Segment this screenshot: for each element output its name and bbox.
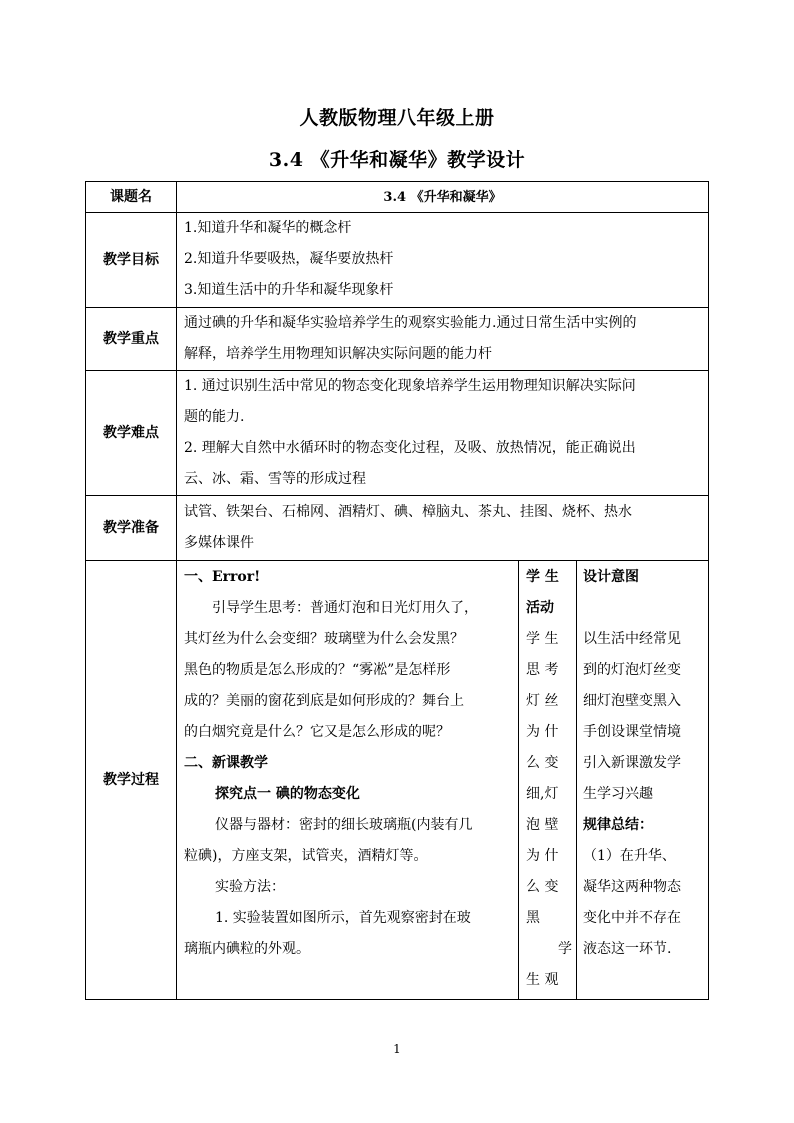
method-label: 实验方法： (215, 879, 285, 895)
intro-line: 其灯丝为什么会变细？玻璃壁为什么会发黑？ (184, 631, 464, 647)
student-activity-column (519, 561, 576, 999)
student-line: 为 什 (526, 848, 559, 864)
goal-item: 3.知道生活中的升华和凝华现象杆 (184, 282, 394, 298)
process-label: 教学过程 (103, 771, 159, 788)
goal-item: 2.知道升华要吸热，凝华要放热杆 (184, 251, 394, 267)
goal-item: 1.知道升华和凝华的概念杆 (184, 220, 352, 236)
student-line: 思 考 (526, 662, 559, 678)
key-line: 解释，培养学生用物理知识解决实际问题的能力杆 (184, 346, 492, 362)
intro-line: 黑色的物质是怎么形成的？“雾凇”是怎样形 (184, 662, 451, 678)
student-header: 学 生 (526, 569, 559, 585)
summary-line: 凝华这两种物态 (583, 879, 681, 895)
student-header: 活动 (526, 600, 554, 616)
equip-line: 粒碘)，方座支架，试管夹，酒精灯等。 (184, 848, 428, 864)
intent-line: 到的灯泡灯丝变 (583, 662, 681, 678)
goal-list (177, 213, 708, 307)
intro-line: 成的？美丽的窗花到底是如何形成的？舞台上 (184, 693, 464, 709)
student-line: 么 变 (526, 879, 559, 895)
student-line: 么 变 (526, 755, 559, 771)
page-number: 1 (393, 1042, 401, 1056)
intent-line: 以生活中经常见 (583, 631, 681, 647)
student-line: 为 什 (526, 724, 559, 740)
topic-label: 课题名 (110, 188, 152, 205)
difficulty-line: 1. 通过识别生活中常见的物态变化现象培养学生运用物理知识解决实际问 (184, 378, 636, 394)
document-title: 人教版物理八年级上册 (299, 107, 495, 129)
student-line: 学 (558, 941, 572, 957)
goal-label: 教学目标 (103, 251, 159, 268)
key-label: 教学重点 (103, 330, 159, 347)
difficulty-line: 题的能力. (184, 409, 245, 425)
student-line: 细,灯 (526, 786, 559, 802)
summary-label: 规律总结： (583, 817, 653, 833)
student-line: 学 生 (526, 631, 559, 647)
prep-line: 试管、铁架台、石棉网、酒精灯、碘、樟脑丸、茶丸、挂图、烧杯、热水 (184, 504, 632, 520)
topic-value: 3.4 《升华和凝华》 (383, 189, 502, 205)
difficulty-label: 教学难点 (103, 424, 159, 441)
summary-line: 液态这一环节. (583, 941, 672, 957)
intent-line: 生学习兴趣 (583, 786, 653, 802)
intent-line: 细灯泡壁变黑入 (583, 693, 681, 709)
student-line: 泡 壁 (526, 817, 559, 833)
key-line: 通过碘的升华和凝华实验培养学生的观察实验能力.通过日常生活中实例的 (184, 315, 637, 331)
difficulty-text (177, 371, 708, 495)
student-line: 黑 (526, 910, 540, 926)
intro-line: 的白烟究竟是什么？它又是怎么形成的呢？ (184, 724, 450, 740)
process-content (177, 561, 518, 999)
intro-line: 引导学生思考：普通灯泡和日光灯用久了， (212, 600, 478, 616)
section-heading: 一、Error! (184, 569, 261, 585)
difficulty-line: 2. 理解大自然中水循环时的物态变化过程，及吸、放热情况，能正确说出 (184, 440, 636, 456)
key-text (177, 308, 708, 370)
summary-line: 变化中并不存在 (583, 910, 681, 926)
design-header: 设计意图 (583, 569, 639, 585)
prep-label: 教学准备 (103, 519, 159, 536)
summary-line: （1）在升华、 (583, 848, 676, 864)
prep-text (177, 496, 708, 560)
intent-line: 引入新课激发学 (583, 755, 681, 771)
subsection-heading: 探究点一 碘的物态变化 (215, 786, 360, 802)
equip-line: 仪器与器材：密封的细长玻璃瓶(内装有几 (215, 817, 473, 833)
design-intent-column (577, 561, 708, 999)
difficulty-line: 云、冰、霜、雪等的形成过程 (184, 471, 366, 487)
step-line: 璃瓶内碘粒的外观。 (184, 941, 310, 957)
student-line: 灯 丝 (526, 693, 559, 709)
prep-line: 多媒体课件 (184, 535, 254, 551)
section-heading: 二、新课教学 (184, 755, 268, 771)
document-subtitle: 3.4 《升华和凝华》教学设计 (268, 149, 526, 171)
student-line: 生 观 (526, 972, 559, 988)
step-line: 1. 实验装置如图所示，首先观察密封在玻 (215, 910, 471, 926)
intent-line: 手创设课堂情境 (583, 724, 681, 740)
